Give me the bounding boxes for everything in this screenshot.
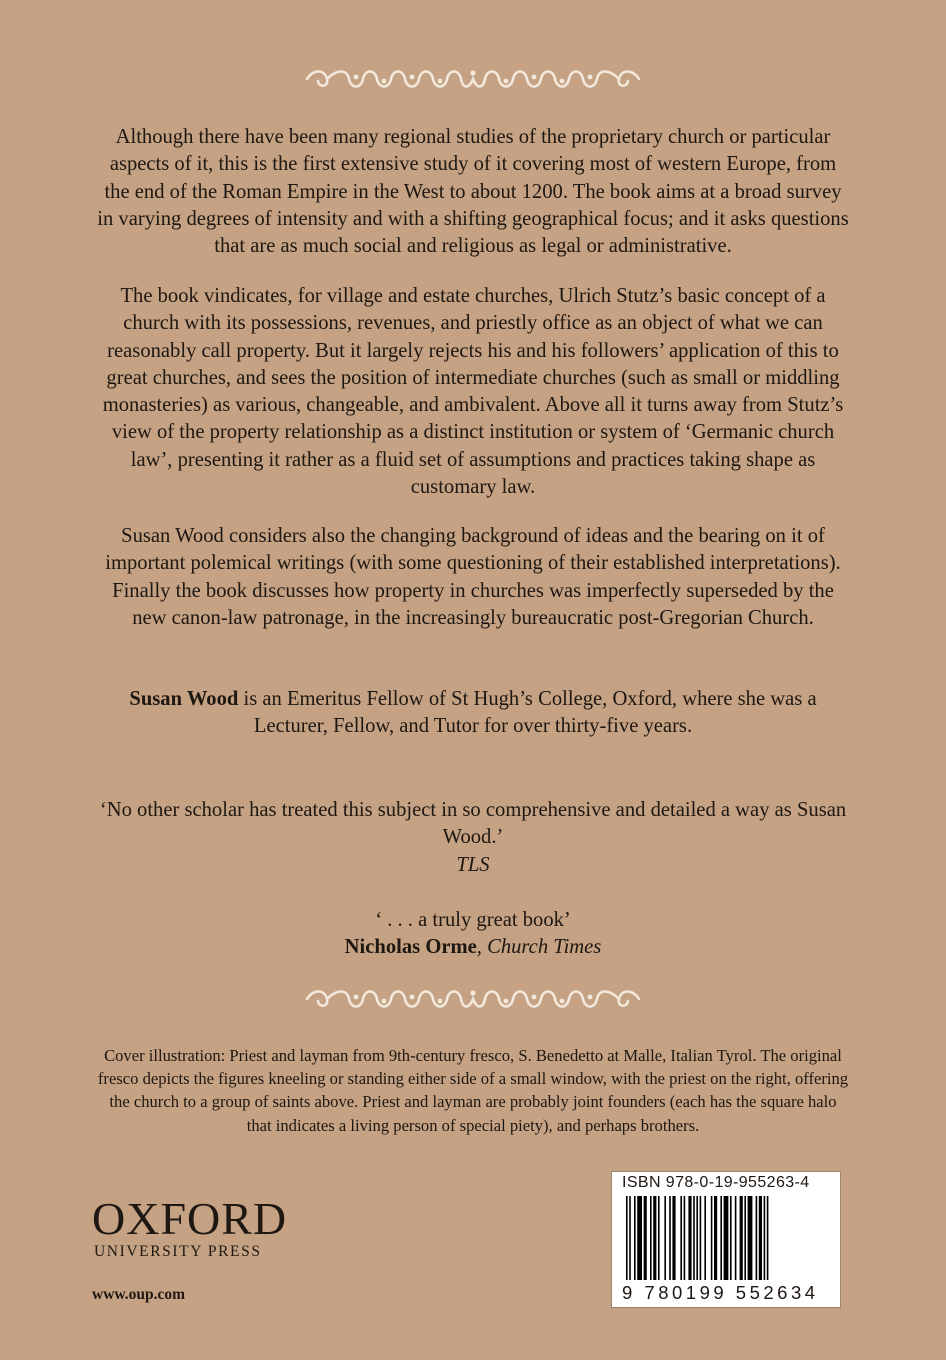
barcode-icon xyxy=(626,1196,830,1282)
review-2-source: , Church Times xyxy=(476,936,602,959)
ean-digits: 9 780199 552634 xyxy=(622,1282,819,1303)
review-1-quote: ‘No other scholar has treated this subject in so comprehensive and detailed a way as Susan Wood.’ xyxy=(99,799,847,849)
review-2 xyxy=(80,907,866,962)
scroll-ornament-icon xyxy=(303,986,643,1012)
author-bio xyxy=(96,686,850,741)
review-1 xyxy=(80,797,866,879)
blurb-text-2: The book vindicates, for village and estate churches, Ulrich Stutz’s basic concept of a church with its possessions, revenues, and priestly office as an object of what we can reasonably call property. But it largely rejects his and his followers’ application of this to great churches, and sees the position of intermediate churches (such as small or middling monasteries) as various, changeable, and ambivalent. Above all it turns away from Stutz’s view of the property relationship as a distinct institution or system of ‘Germanic church law’, presenting it rather as a fluid set of assumptions and practices taking shape as customary law. xyxy=(102,285,844,499)
blurb-text-1: Although there have been many regional studies of the proprietary church or particular aspects of it, this is the first extensive study of it covering most of western Europe, from the end of the Roman Empire in the West to about 1200. The book aims at a broad survey in varying degrees of intensity and with a shifting geographical focus; and it asks questions that are as much social and religious as legal or administrative. xyxy=(97,126,849,258)
top-ornament xyxy=(0,66,946,92)
blurb-paragraph-2 xyxy=(96,283,850,501)
author-bio-text xyxy=(96,686,850,741)
author-name: Susan Wood xyxy=(129,688,239,710)
university-press-label: UNIVERSITY PRESS xyxy=(94,1243,262,1260)
blurb-text-3: Susan Wood considers also the changing background of ideas and the bearing on it of important polemical writings (with some questioning of their established interpretations). Finally the book discusses how property in churches was imperfectly superseded by the new canon-law patronage, in the increasingly bureaucratic post-Gregorian Church. xyxy=(105,525,841,629)
scroll-ornament-icon xyxy=(303,66,643,92)
review-2-quote: ‘ . . . a truly great book’ xyxy=(375,909,571,931)
blurb-paragraph-3 xyxy=(96,523,850,632)
middle-ornament xyxy=(0,986,946,1012)
review-2-attribution xyxy=(80,934,866,961)
author-bio-rest: is an Emeritus Fellow of St Hugh’s College, Oxford, where she was a Lecturer, Fellow, and Tutor for over thirty-five years. xyxy=(238,688,817,738)
isbn-label: ISBN 978-0-19-955263-4 xyxy=(622,1174,810,1191)
review-2-reviewer: Nicholas Orme xyxy=(344,936,477,959)
publisher-website: www.oup.com xyxy=(92,1286,186,1303)
cover-illustration-credit: Cover illustration: Priest and layman from 9th-century fresco, S. Benedetto at Malle, Italian Tyrol. The original fresco depicts the figures kneeling or standing either side of a small window, with the priest on the right, offering the church to a group of saints above. Priest and layman are probably joint founders (each has the square halo that indicates a living person of special piety), and perhaps brothers. xyxy=(97,1046,849,1135)
oxford-logo: OXFORD xyxy=(92,1193,288,1244)
isbn-barcode-panel xyxy=(611,1171,841,1308)
blurb-paragraph-1 xyxy=(96,124,850,260)
review-1-source: TLS xyxy=(456,853,490,876)
